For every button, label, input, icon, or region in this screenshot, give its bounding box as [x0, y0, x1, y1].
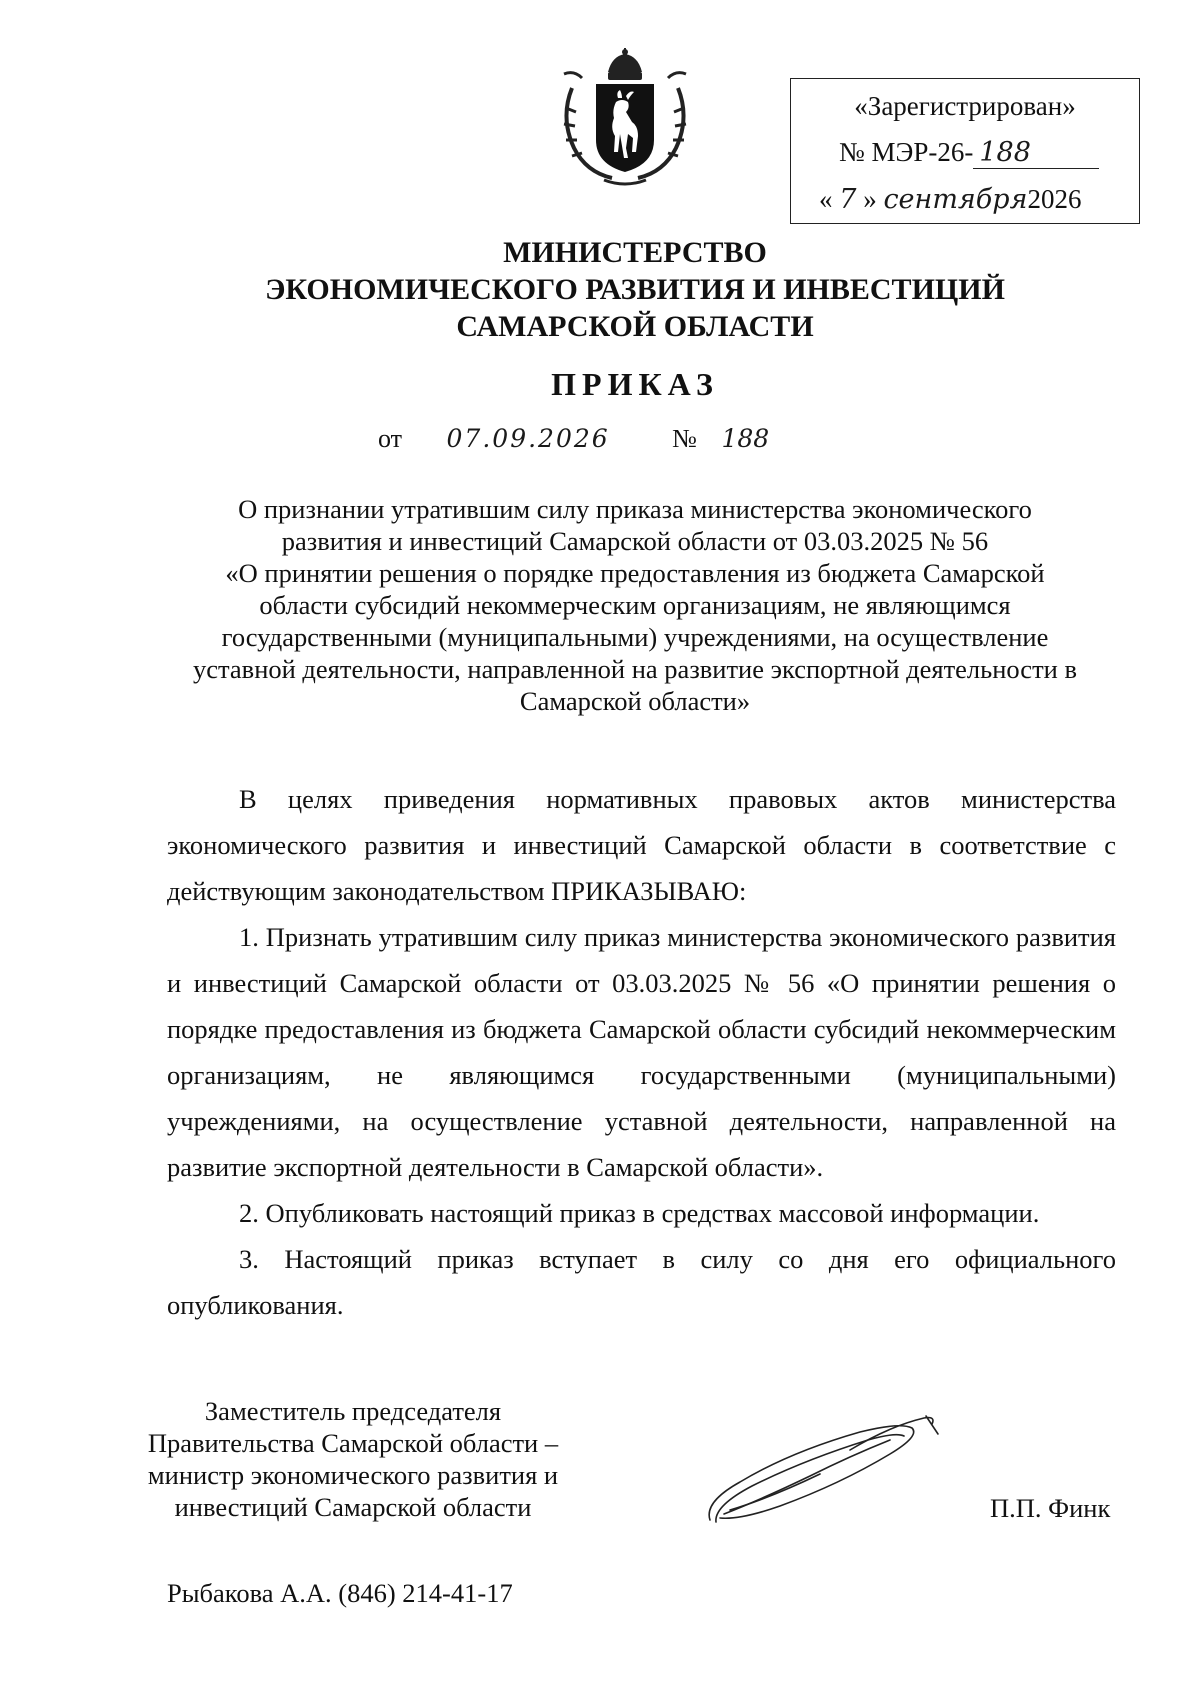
stamp-registration-date: [819, 184, 1081, 215]
stamp-month-handwritten: сентября: [883, 184, 1028, 215]
stamp-day-handwritten: 7: [839, 184, 857, 215]
order-date-number-line: [378, 424, 769, 454]
samara-coat-of-arms-icon: [552, 48, 698, 188]
signer-position-line: инвестиций Самарской области: [174, 1492, 532, 1522]
ministry-line-2: ЭКОНОМИЧЕСКОГО РАЗВИТИЯ И ИНВЕСТИЦИЙ: [265, 273, 1005, 306]
stamp-year: 2026: [1027, 184, 1082, 214]
subject-line: уставной деятельности, направленной на развитие экспортной деятельности в: [193, 654, 1077, 684]
signer-position-line: Заместитель председателя: [204, 1396, 502, 1426]
executor-contact: Рыбакова А.А. (846) 214-41-17: [167, 1578, 513, 1608]
signer-position-line: министр экономического развития и: [147, 1460, 559, 1490]
signer-position-line: Правительства Самарской области –: [147, 1428, 559, 1458]
stamp-registration-number: [839, 137, 1099, 169]
order-subject: [150, 493, 1120, 717]
body-item-1: 1. Признать утратившим силу приказ министерства экономического развития и инвестиций Самарской области от 03.03.2025 № 56 «О принятии решения о порядке предоставления из бюджета Самарской области субсидий некоммерческим организациям, не являющимся государственными (муниципальными) учреждениями, на осуществление уставной деятельности, направленной на развитие экспортной деятельности в Самарской области».: [167, 922, 1116, 1182]
order-body: [167, 776, 1116, 1328]
order-date-handwritten: 07.09.2026: [446, 424, 610, 453]
document-title: ПРИКАЗ: [551, 366, 719, 402]
ministry-line-1: МИНИСТЕРСТВО: [503, 236, 767, 269]
subject-line: «О принятии решения о порядке предоставления из бюджета Самарской: [225, 558, 1045, 588]
subject-line: О признании утратившим силу приказа министерства экономического: [238, 494, 1032, 524]
signer-position: [118, 1395, 588, 1523]
subject-line: Самарской области»: [519, 686, 751, 716]
order-number-handwritten: 188: [721, 424, 770, 453]
signer-name: П.П. Финк: [990, 1493, 1111, 1523]
body-item-2: 2. Опубликовать настоящий приказ в средствах массовой информации.: [239, 1198, 1040, 1228]
registration-stamp: [790, 78, 1140, 224]
stamp-date-open-quote: «: [819, 184, 833, 214]
stamp-number-handwritten: 188: [973, 137, 1099, 169]
ministry-header: [0, 234, 1200, 345]
order-number-label: №: [672, 424, 697, 453]
subject-line: государственными (муниципальными) учреждениями, на осуществление: [221, 622, 1049, 652]
subject-line: области субсидий некоммерческим организациям, не являющимся: [259, 590, 1011, 620]
handwritten-signature: [700, 1410, 940, 1530]
body-item-3: 3. Настоящий приказ вступает в силу со дня его официального опубликования.: [167, 1244, 1116, 1320]
body-preamble: В целях приведения нормативных правовых актов министерства экономического развития и инвестиций Самарской области в соответствие с действующим законодательством ПРИКАЗЫВАЮ:: [167, 784, 1116, 906]
order-date-label: от: [378, 424, 403, 453]
stamp-number-prefix: № МЭР-26-: [839, 137, 974, 167]
subject-line: развития и инвестиций Самарской области от 03.03.2025 № 56: [281, 526, 989, 556]
stamp-title: «Зарегистрирован»: [854, 91, 1076, 121]
ministry-line-3: САМАРСКОЙ ОБЛАСТИ: [456, 310, 814, 343]
stamp-date-close-quote: »: [863, 184, 877, 214]
